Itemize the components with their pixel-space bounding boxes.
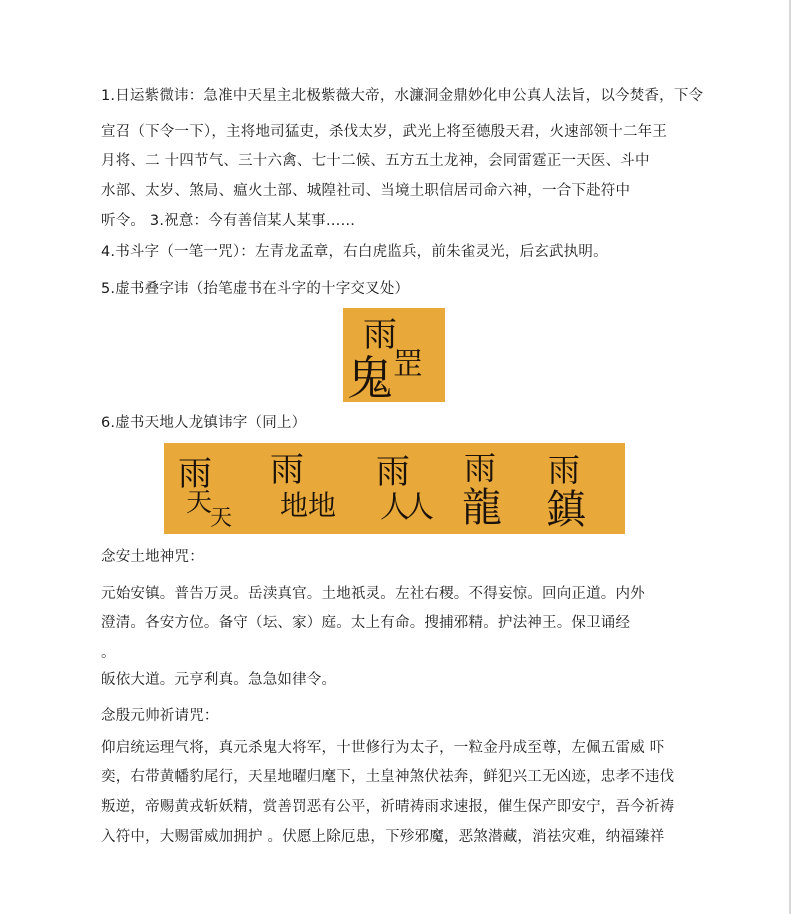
callig2-rain-4: 雨 [464,449,497,487]
text-line-12: 。 [101,645,116,661]
callig1-top-char: 雨 [363,315,397,355]
callig2-char-2b: 地 [308,489,337,522]
callig2-char-1b: 天 [210,506,233,531]
callig2-rain-1: 雨 [178,454,212,494]
text-line-8: 6.虚书天地人龙镇讳字（同上） [101,415,307,431]
text-line-15: 仰启统运理气将，真元杀鬼大将军，十世修行为太子，一粒金丹成至尊，左佩五雷威 吓 [101,740,665,756]
text-line-13: 皈依大道。元亨利真。急急如律令。 [101,672,337,688]
calligraphy-image-2 [164,443,625,534]
callig2-rain-2: 雨 [270,450,304,490]
callig2-rain-5: 雨 [548,451,581,489]
callig2-group-2 [270,450,336,522]
text-line-17: 叛逆，帝赐黄戎斩妖精，赏善罚恶有公平，祈晴祷雨求速报，催生保产即安宁，吾今祈祷 [101,799,675,815]
callig2-rain-3: 雨 [376,452,410,492]
calligraphy-1-drawing [343,308,445,402]
callig2-group-1 [178,454,232,531]
callig2-group-4 [462,449,502,531]
text-line-11: 澄清。各安方位。备守（坛、家）庭。太上有命。搜捕邪精。护法神王。保卫诵经 [101,615,631,631]
text-line-7: 5.虚书叠字讳（抬笔虚书在斗字的十字交叉处） [101,281,410,297]
text-line-5: 听令。 3.祝意：今有善信某人某事…… [101,213,356,229]
callig2-char-3b: 人 [404,490,434,525]
calligraphy-image-1 [343,308,445,402]
text-line-1: 1.日运紫微讳：急准中天星主北极紫薇大帝，水濂洞金鼎妙化申公真人法旨，以今焚香，下令 [101,88,704,104]
callig2-char-1: 天 [186,488,213,518]
text-line-3: 月将、二 十四节气、三十六禽、七十二候、五方五土龙神，会同雷霆正一天医、斗中 [101,153,650,169]
text-line-18: 入符中，大赐雷威加拥护 。伏愿上除厄患，下殄邪魔，恶煞潜藏，消祛灾难，纳福臻祥 [101,829,665,845]
text-line-4: 水部、太岁、煞局、瘟火土部、城隍社司、当境土职信居司命六神，一合下赴符中 [101,183,631,199]
text-line-10: 元始安镇。普告万灵。岳渎真官。土地祇灵。左社右稷。不得妄惊。回向正道。内外 [101,586,645,602]
callig2-char-3: 人 [380,490,410,525]
text-line-6: 4.书斗字（一笔一咒）：左青龙孟章，右白虎监兵，前朱雀灵光，后玄武执明。 [101,244,608,260]
callig2-char-4: 龍 [462,485,502,531]
text-line-14: 念殷元帅祈请咒： [101,708,219,724]
text-line-16: 奕，右带黄幡豹尾行，天星地曜归麾下，土皇神煞伏祛奔，鲜犯兴工无凶迹，忠孝不违伐 [101,769,675,785]
text-line-2: 宣召（下令一下），主将地司猛吏，杀伐太岁，武光上将至德殷天君，火速部领十二年王 [101,124,668,140]
text-line-9: 念安土地神咒： [101,549,204,565]
callig2-char-2: 地 [280,489,309,522]
callig1-left-char: 鬼 [347,351,393,402]
callig2-group-3 [376,452,434,525]
calligraphy-2-drawing [164,443,625,534]
callig2-group-5 [546,451,588,533]
callig1-right-char: 罡 [393,347,423,382]
callig2-char-5: 鎮 [546,487,586,533]
